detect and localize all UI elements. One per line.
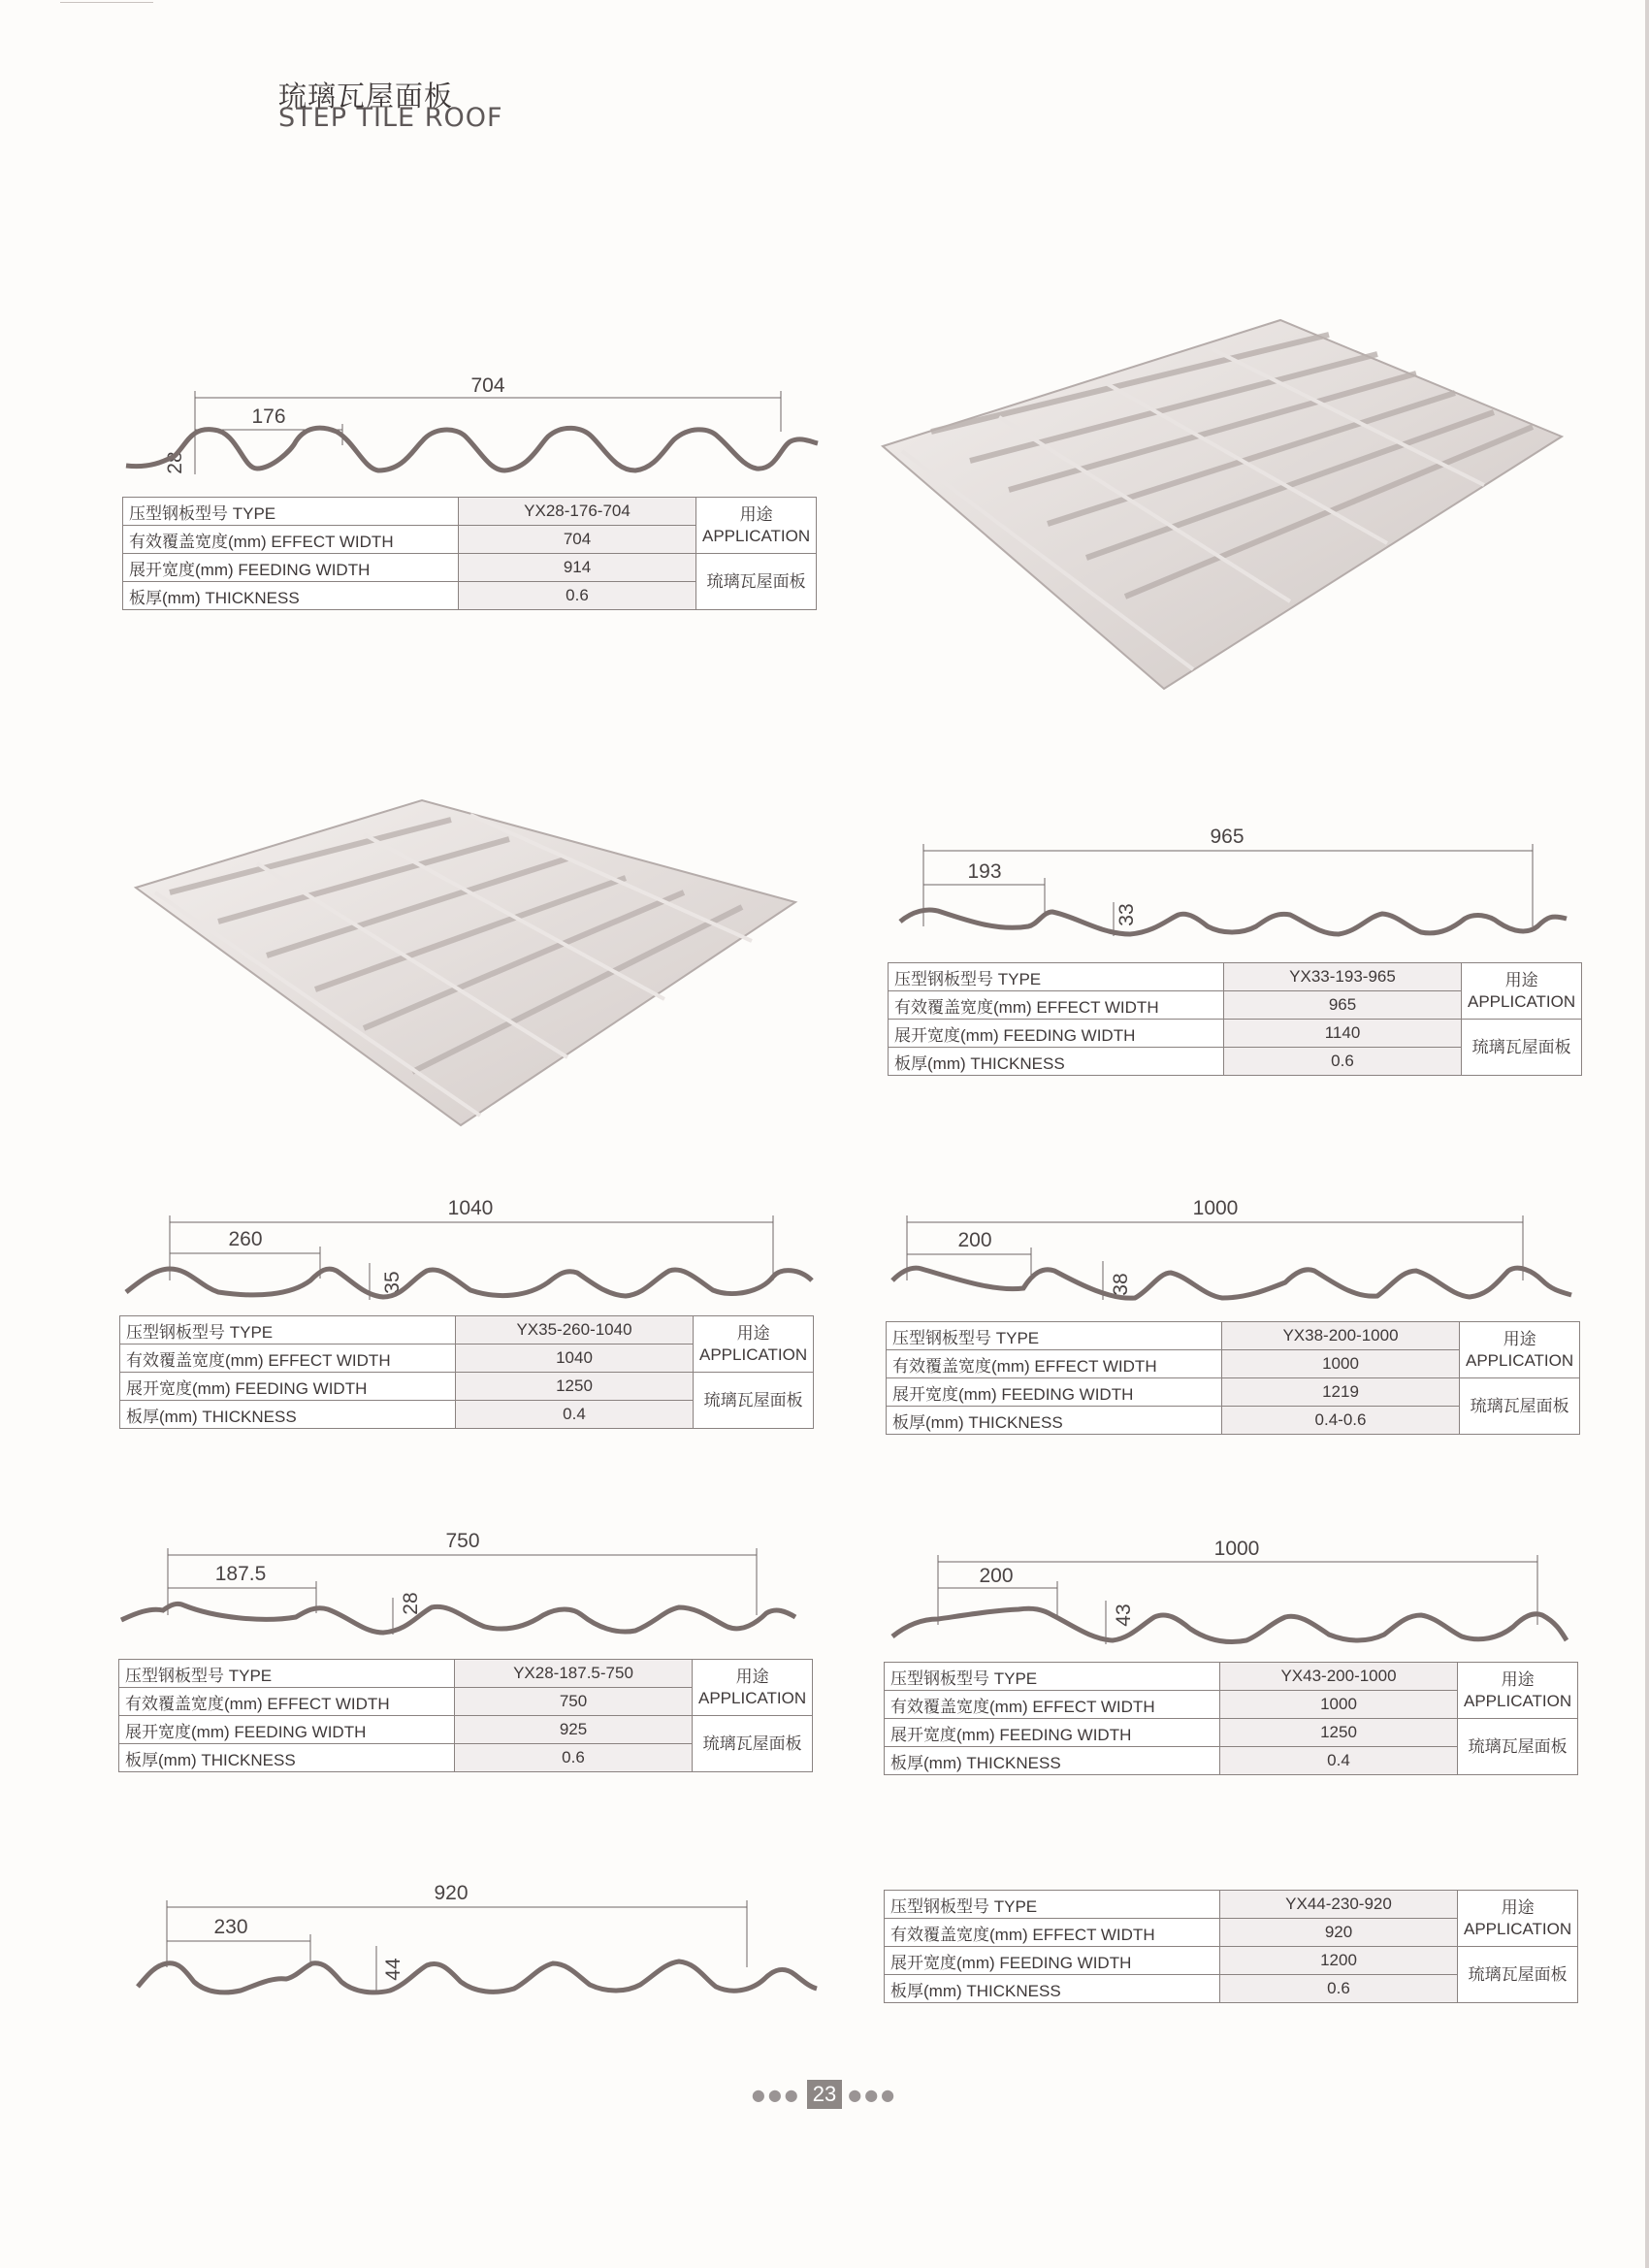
value-effect-width: 965	[1224, 991, 1462, 1020]
value-feeding-width: 1140	[1224, 1020, 1462, 1048]
table-cell	[693, 1660, 813, 1716]
profile-drawing-yx33-193	[892, 826, 1571, 946]
application-label: APPLICATION	[1464, 1691, 1572, 1710]
value-feeding-width: 1200	[1220, 1947, 1458, 1975]
table-cell: 压型钢板型号 TYPE	[887, 1322, 1222, 1350]
dim-total: 704	[470, 374, 505, 397]
value-effect-width: 1040	[456, 1345, 694, 1373]
table-cell: 有效覆盖宽度(mm) EFFECT WIDTH	[889, 991, 1224, 1020]
table-cell	[1458, 1891, 1578, 1947]
table-cell: 展开宽度(mm) FEEDING WIDTH	[119, 1716, 455, 1744]
value-thickness: 0.4	[1220, 1747, 1458, 1775]
dim-height: 43	[1113, 1604, 1135, 1627]
table-cell: 琉璃瓦屋面板	[693, 1716, 813, 1772]
table-cell: 琉璃瓦屋面板	[1462, 1020, 1582, 1076]
spec-table-yx35-260	[119, 1315, 814, 1429]
application-header	[696, 498, 817, 554]
profile-drawing-yx38-200	[888, 1197, 1576, 1310]
table-cell	[694, 1316, 814, 1373]
table-cell: 板厚(mm) THICKNESS	[120, 1401, 456, 1429]
table-cell: 压型钢板型号 TYPE	[120, 1316, 456, 1345]
dim-pitch: 230	[213, 1916, 248, 1938]
value-effect-width: 920	[1220, 1919, 1458, 1947]
value-type: YX44-230-920	[1220, 1891, 1458, 1919]
value-feeding-width: 1250	[1220, 1719, 1458, 1747]
value-effect-width: 704	[459, 526, 696, 554]
dots-right: ●●●	[848, 2085, 898, 2104]
value-type: YX28-187.5-750	[455, 1660, 693, 1688]
profile-drawing-yx28-176	[121, 373, 820, 480]
table-cell: 展开宽度(mm) FEEDING WIDTH	[120, 1373, 456, 1401]
roof-panel-photo-1	[873, 310, 1571, 702]
value-thickness: 0.4	[456, 1401, 694, 1429]
page-title-cn: 琉璃瓦屋面板	[278, 80, 454, 113]
spec-table-yx44-230	[884, 1890, 1578, 2003]
dim-total: 920	[434, 1882, 469, 1904]
dim-total: 1000	[1192, 1197, 1239, 1219]
dim-height: 28	[164, 451, 186, 474]
application-label: 用途	[1503, 1329, 1536, 1348]
table-cell: 展开宽度(mm) FEEDING WIDTH	[889, 1020, 1224, 1048]
table-cell: 板厚(mm) THICKNESS	[885, 1747, 1220, 1775]
table-cell: 展开宽度(mm) FEEDING WIDTH	[887, 1378, 1222, 1407]
table-cell: 有效覆盖宽度(mm) EFFECT WIDTH	[885, 1919, 1220, 1947]
table-cell: 有效覆盖宽度(mm) EFFECT WIDTH	[885, 1691, 1220, 1719]
value-type: YX28-176-704	[459, 498, 696, 526]
value-feeding-width: 1219	[1222, 1378, 1460, 1407]
table-cell: 有效覆盖宽度(mm) EFFECT WIDTH	[887, 1350, 1222, 1378]
dim-pitch: 200	[957, 1229, 992, 1251]
value-effect-width: 1000	[1220, 1691, 1458, 1719]
spec-table-yx28-176	[122, 497, 817, 610]
table-cell: 有效覆盖宽度(mm) EFFECT WIDTH	[120, 1345, 456, 1373]
spec-table-yx33-193	[888, 962, 1582, 1076]
profile-drawing-yx35-260	[121, 1197, 820, 1310]
dim-total: 1040	[447, 1197, 494, 1219]
table-cell: 展开宽度(mm) FEEDING WIDTH	[885, 1947, 1220, 1975]
label-feeding-width: 展开宽度(mm) FEEDING WIDTH	[123, 554, 459, 582]
value-thickness: 0.6	[459, 582, 696, 610]
value-type: YX33-193-965	[1224, 963, 1462, 991]
application-label: 用途	[736, 1323, 770, 1343]
spec-table-yx38-200	[886, 1321, 1580, 1435]
page-number	[751, 2079, 898, 2110]
dim-height: 44	[382, 1958, 404, 1981]
table-cell: 板厚(mm) THICKNESS	[889, 1048, 1224, 1076]
label-thickness: 板厚(mm) THICKNESS	[123, 582, 459, 610]
table-cell: 琉璃瓦屋面板	[1458, 1947, 1578, 2003]
application-cn: 用途	[739, 504, 773, 524]
page-edge	[1645, 0, 1649, 2268]
application-value: 琉璃瓦屋面板	[696, 554, 817, 610]
page-number-box: 23	[807, 2080, 842, 2109]
application-label: APPLICATION	[698, 1688, 807, 1707]
dim-pitch: 200	[979, 1565, 1014, 1587]
corner-rule	[60, 2, 153, 3]
value-type: YX38-200-1000	[1222, 1322, 1460, 1350]
dim-pitch: 176	[251, 405, 286, 428]
table-cell: 琉璃瓦屋面板	[1458, 1719, 1578, 1775]
profile-drawing-yx43-200	[888, 1538, 1576, 1654]
table-cell	[1462, 963, 1582, 1020]
roof-panel-photo-2	[131, 795, 810, 1139]
table-cell: 板厚(mm) THICKNESS	[119, 1744, 455, 1772]
table-cell: 板厚(mm) THICKNESS	[887, 1407, 1222, 1435]
value-effect-width: 750	[455, 1688, 693, 1716]
value-thickness: 0.6	[455, 1744, 693, 1772]
table-cell: 压型钢板型号 TYPE	[885, 1663, 1220, 1691]
table-cell: 有效覆盖宽度(mm) EFFECT WIDTH	[119, 1688, 455, 1716]
application-label: APPLICATION	[1466, 1350, 1574, 1370]
application-label: 用途	[1504, 970, 1538, 989]
value-effect-width: 1000	[1222, 1350, 1460, 1378]
application-label: APPLICATION	[1464, 1919, 1572, 1938]
value-feeding-width: 914	[459, 554, 696, 582]
table-cell: 压型钢板型号 TYPE	[885, 1891, 1220, 1919]
dim-height: 33	[1116, 903, 1138, 926]
table-cell: 板厚(mm) THICKNESS	[885, 1975, 1220, 2003]
table-cell: 展开宽度(mm) FEEDING WIDTH	[885, 1719, 1220, 1747]
table-cell	[1458, 1663, 1578, 1719]
value-type: YX35-260-1040	[456, 1316, 694, 1345]
dim-height: 28	[400, 1592, 422, 1615]
application-label: 用途	[1501, 1897, 1535, 1917]
page-title-en: STEP TILE ROOF	[278, 103, 503, 133]
profile-drawing-yx28-187	[116, 1530, 815, 1644]
dim-height: 38	[1110, 1273, 1132, 1296]
dim-pitch: 260	[228, 1228, 263, 1250]
application-label: APPLICATION	[1468, 991, 1576, 1011]
dim-total: 965	[1210, 826, 1245, 848]
value-thickness: 0.6	[1224, 1048, 1462, 1076]
spec-table-yx43-200	[884, 1662, 1578, 1775]
value-thickness: 0.6	[1220, 1975, 1458, 2003]
application-en: APPLICATION	[702, 526, 811, 545]
value-thickness: 0.4-0.6	[1222, 1407, 1460, 1435]
profile-drawing-yx44-230	[126, 1882, 824, 1996]
dots-left: ●●●	[751, 2085, 801, 2104]
table-cell: 压型钢板型号 TYPE	[119, 1660, 455, 1688]
application-label: 用途	[735, 1667, 769, 1686]
application-label: 用途	[1501, 1669, 1535, 1689]
dim-height: 35	[381, 1271, 404, 1294]
table-cell	[1460, 1322, 1580, 1378]
value-type: YX43-200-1000	[1220, 1663, 1458, 1691]
application-label: APPLICATION	[699, 1345, 808, 1364]
label-effect-width: 有效覆盖宽度(mm) EFFECT WIDTH	[123, 526, 459, 554]
dim-total: 1000	[1213, 1538, 1260, 1560]
spec-table-yx28-187	[118, 1659, 813, 1772]
value-feeding-width: 1250	[456, 1373, 694, 1401]
dim-pitch: 187.5	[214, 1563, 267, 1585]
label-type: 压型钢板型号 TYPE	[123, 498, 459, 526]
dim-pitch: 193	[967, 860, 1002, 883]
table-cell: 琉璃瓦屋面板	[694, 1373, 814, 1429]
value-feeding-width: 925	[455, 1716, 693, 1744]
table-cell: 琉璃瓦屋面板	[1460, 1378, 1580, 1435]
table-cell: 压型钢板型号 TYPE	[889, 963, 1224, 991]
dim-total: 750	[445, 1530, 480, 1552]
